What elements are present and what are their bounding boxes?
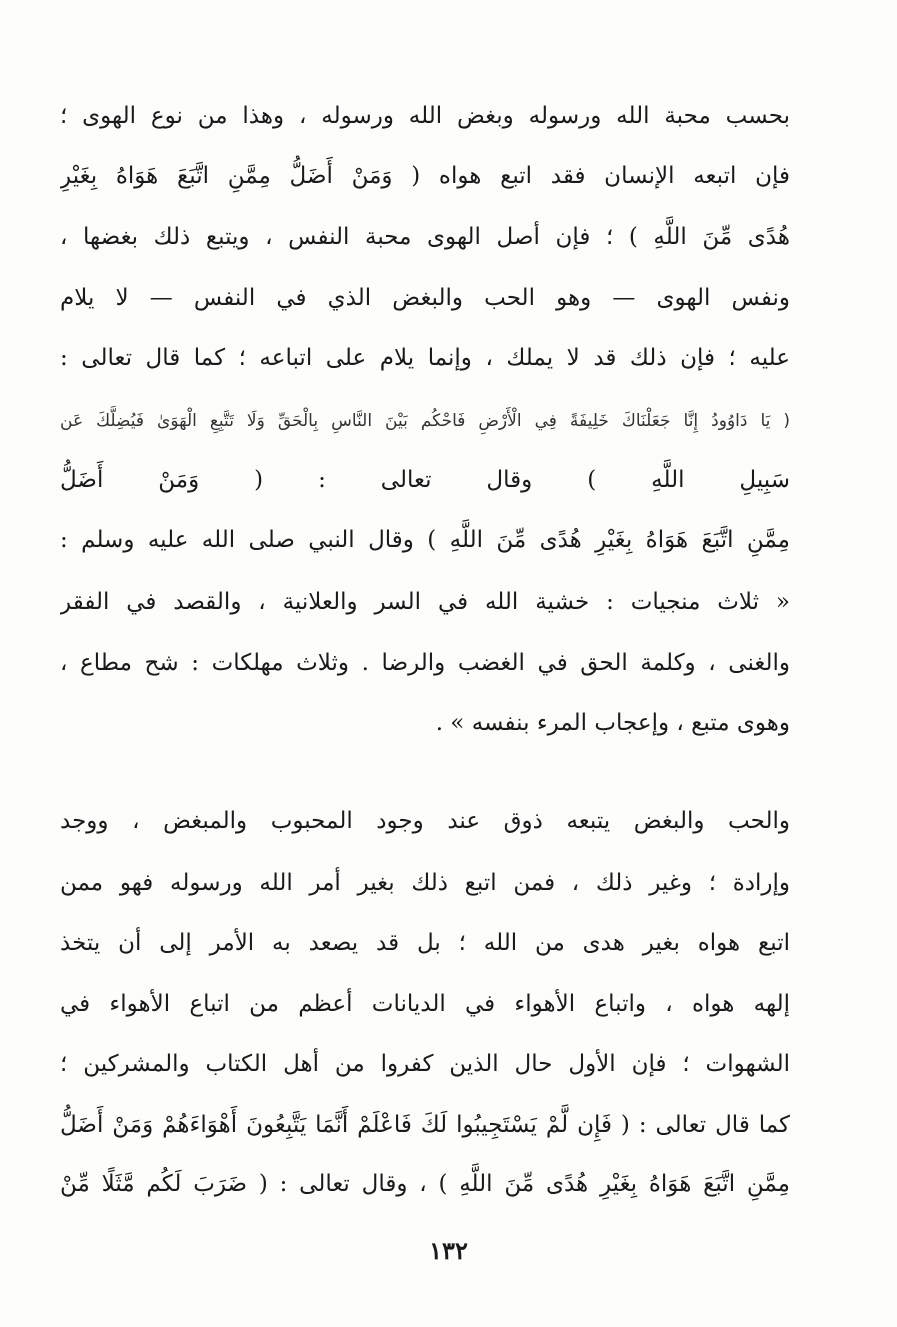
page-number: ١٣٢ [429,1236,468,1265]
text-line: عليه ؛ فإن ذلك قد لا يملك ، وإنما يلام على اتباعه ؛ كما قال تعالى : [60,345,790,371]
text-line: مِمَّنِ اتَّبَعَ هَوَاهُ بِغَيْرِ هُدًى مِّنَ اللَّهِ ) وقال النبي صلى الله عليه وسلم : [60,527,790,553]
text-line: « ثلاث منجيات : خشية الله في السر والعلانية ، والقصد في الفقر [60,589,790,615]
text-line: كما قال تعالى : ( فَإِن لَّمْ يَسْتَجِيبُوا لَكَ فَاعْلَمْ أَنَّمَا يَتَّبِعُونَ أَهْوَاءَهُمْ وَمَنْ أَضَلُّ [60,1112,790,1138]
text-line: ونفس الهوى — وهو الحب والبغض الذي في النفس — لا يلام [60,285,790,311]
text-line: الشهوات ؛ فإن الأول حال الذين كفروا من أهل الكتاب والمشركين ؛ [60,1051,790,1077]
text-line: فإن اتبعه الإنسان فقد اتبع هواه ( وَمَنْ أَضَلُّ مِمَّنِ اتَّبَعَ هَوَاهُ بِغَيْرِ [60,163,790,189]
text-line: والغنى ، وكلمة الحق في الغضب والرضا . وثلاث مهلكات : شح مطاع ، [60,650,790,676]
quran-verse-line: ( يَا دَاوُودُ إِنَّا جَعَلْنَاكَ خَلِيفَةً فِي الْأَرْضِ فَاحْكُم بَيْنَ النَّاسِ بِالْحَقِّ وَلَا تَتَّبِعِ الْهَوَىٰ فَيُضِلَّكَ عَن [60,411,790,431]
text-line: مِمَّنِ اتَّبَعَ هَوَاهُ بِغَيْرِ هُدًى مِّنَ اللَّهِ ) ، وقال تعالى : ( ضَرَبَ لَكُم مَّثَلًا مِّنْ [60,1171,790,1197]
paragraph-1 [60,86,790,756]
text-line: اتبع هواه بغير هدى من الله ؛ بل قد يصعد به الأمر إلى أن يتخذ [60,930,790,956]
text-line: إلهه هواه ، واتباع الأهواء في الديانات أعظم من اتباع الأهواء في [60,991,790,1017]
text-line: وهوى متبع ، وإعجاب المرء بنفسه » . [435,710,790,736]
text-line: سَبِيلِ اللَّهِ ) وقال تعالى : ( وَمَنْ أَضَلُّ [60,467,790,493]
text-line: وإرادة ؛ وغير ذلك ، فمن اتبع ذلك بغير أمر الله ورسوله فهو ممن [60,870,790,896]
text-line: والحب والبغض يتبعه ذوق عند وجود المحبوب والمبغض ، ووجد [60,808,790,834]
text-line: هُدًى مِّنَ اللَّهِ ) ؛ فإن أصل الهوى محبة النفس ، ويتبع ذلك بغضها ، [60,224,790,250]
paragraph-2 [60,791,790,1221]
text-line: بحسب محبة الله ورسوله وبغض الله ورسوله ، وهذا من نوع الهوى ؛ [60,103,790,129]
